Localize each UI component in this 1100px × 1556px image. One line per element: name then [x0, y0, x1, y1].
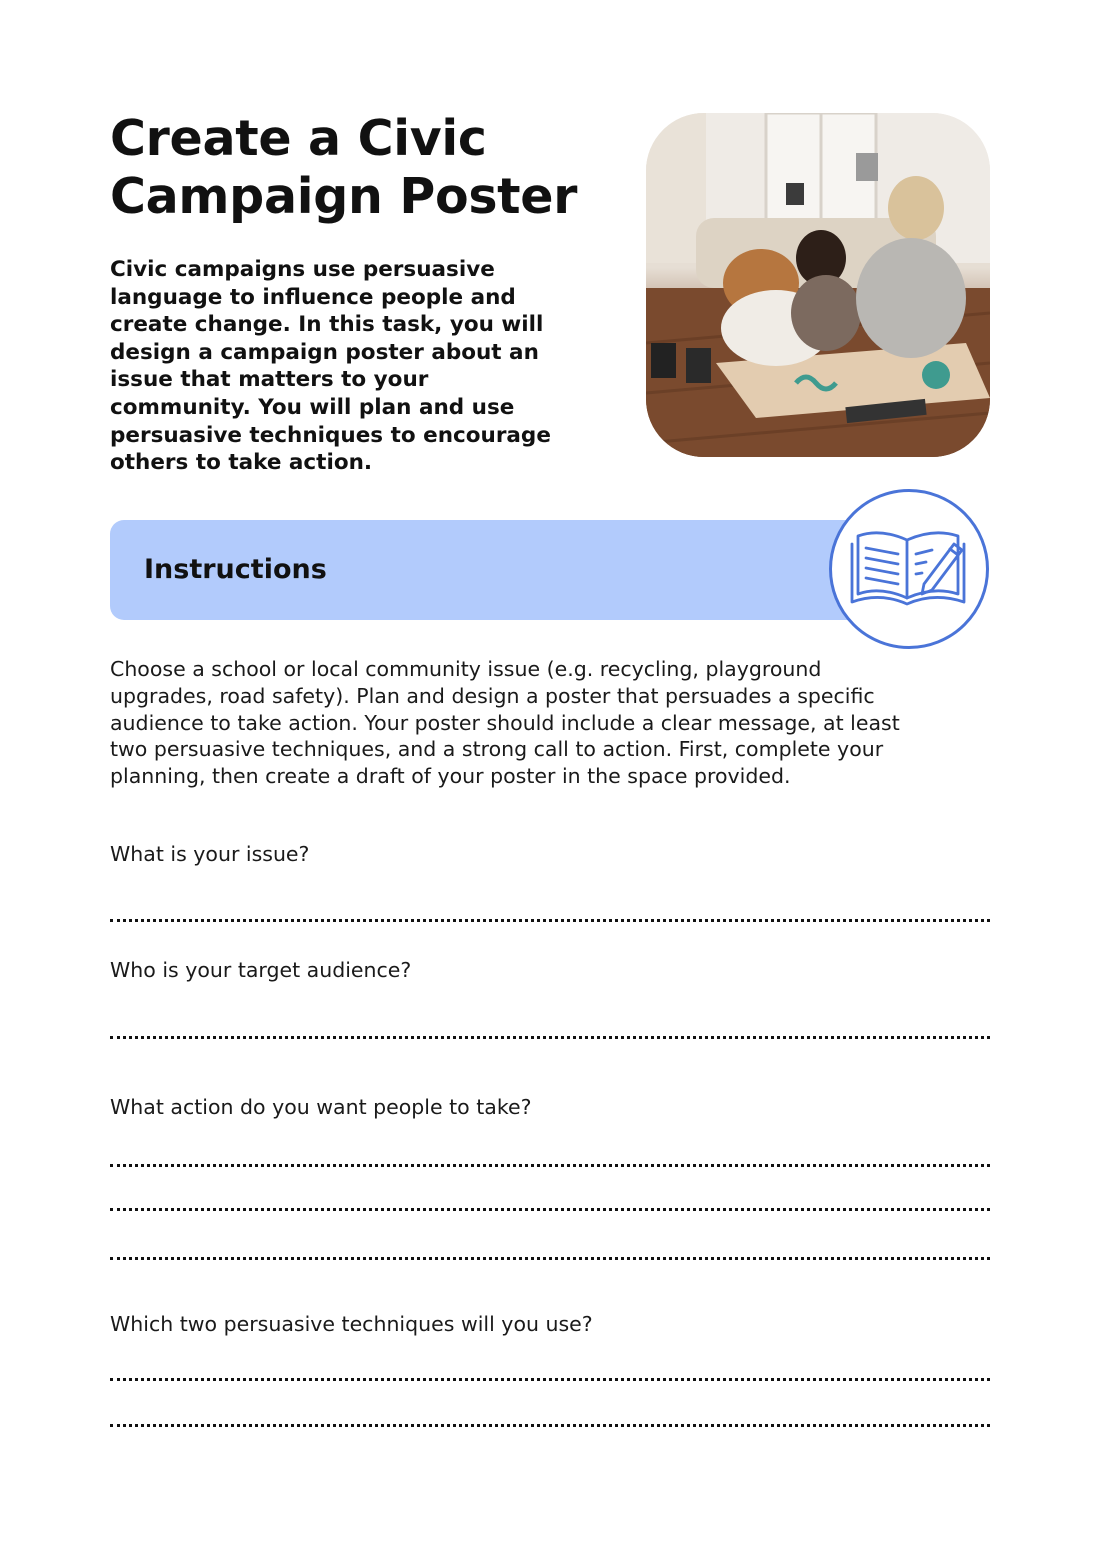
page-title: Create a Civic Campaign Poster — [110, 110, 578, 225]
instructions-badge — [829, 489, 989, 649]
students-photo — [646, 113, 990, 457]
instructions-banner — [110, 520, 900, 620]
open-book-pencil-icon — [850, 522, 968, 606]
instructions-text: Choose a school or local community issue (e.g. recycling, playground upgrades, road safety). Plan and design a poster that persuades a specific audience to take action. Your poster should include a clear message, at least two persuasive techniques, and a strong call to action. First, complete your planning, then create a draft of your poster in the space provided. — [110, 657, 900, 789]
answer-line-action-2[interactable] — [110, 1208, 990, 1211]
question-techniques: Which two persuasive techniques will you use? — [110, 1312, 593, 1336]
answer-line-action-3[interactable] — [110, 1257, 990, 1260]
answer-line-techniques-1[interactable] — [110, 1378, 990, 1381]
answer-line-action-1[interactable] — [110, 1164, 990, 1167]
answer-line-techniques-2[interactable] — [110, 1424, 990, 1427]
answer-line-audience[interactable] — [110, 1036, 990, 1039]
instructions-heading: Instructions — [144, 554, 327, 585]
intro-paragraph: Civic campaigns use persuasive language to influence people and create change. In this task, you will design a campaign poster about an issue that matters to your community. You will plan and use persuasive techniques to encourage others to take action. — [110, 257, 551, 476]
question-audience: Who is your target audience? — [110, 958, 412, 982]
question-issue: What is your issue? — [110, 842, 310, 866]
question-action: What action do you want people to take? — [110, 1095, 532, 1119]
answer-line-issue[interactable] — [110, 919, 990, 922]
